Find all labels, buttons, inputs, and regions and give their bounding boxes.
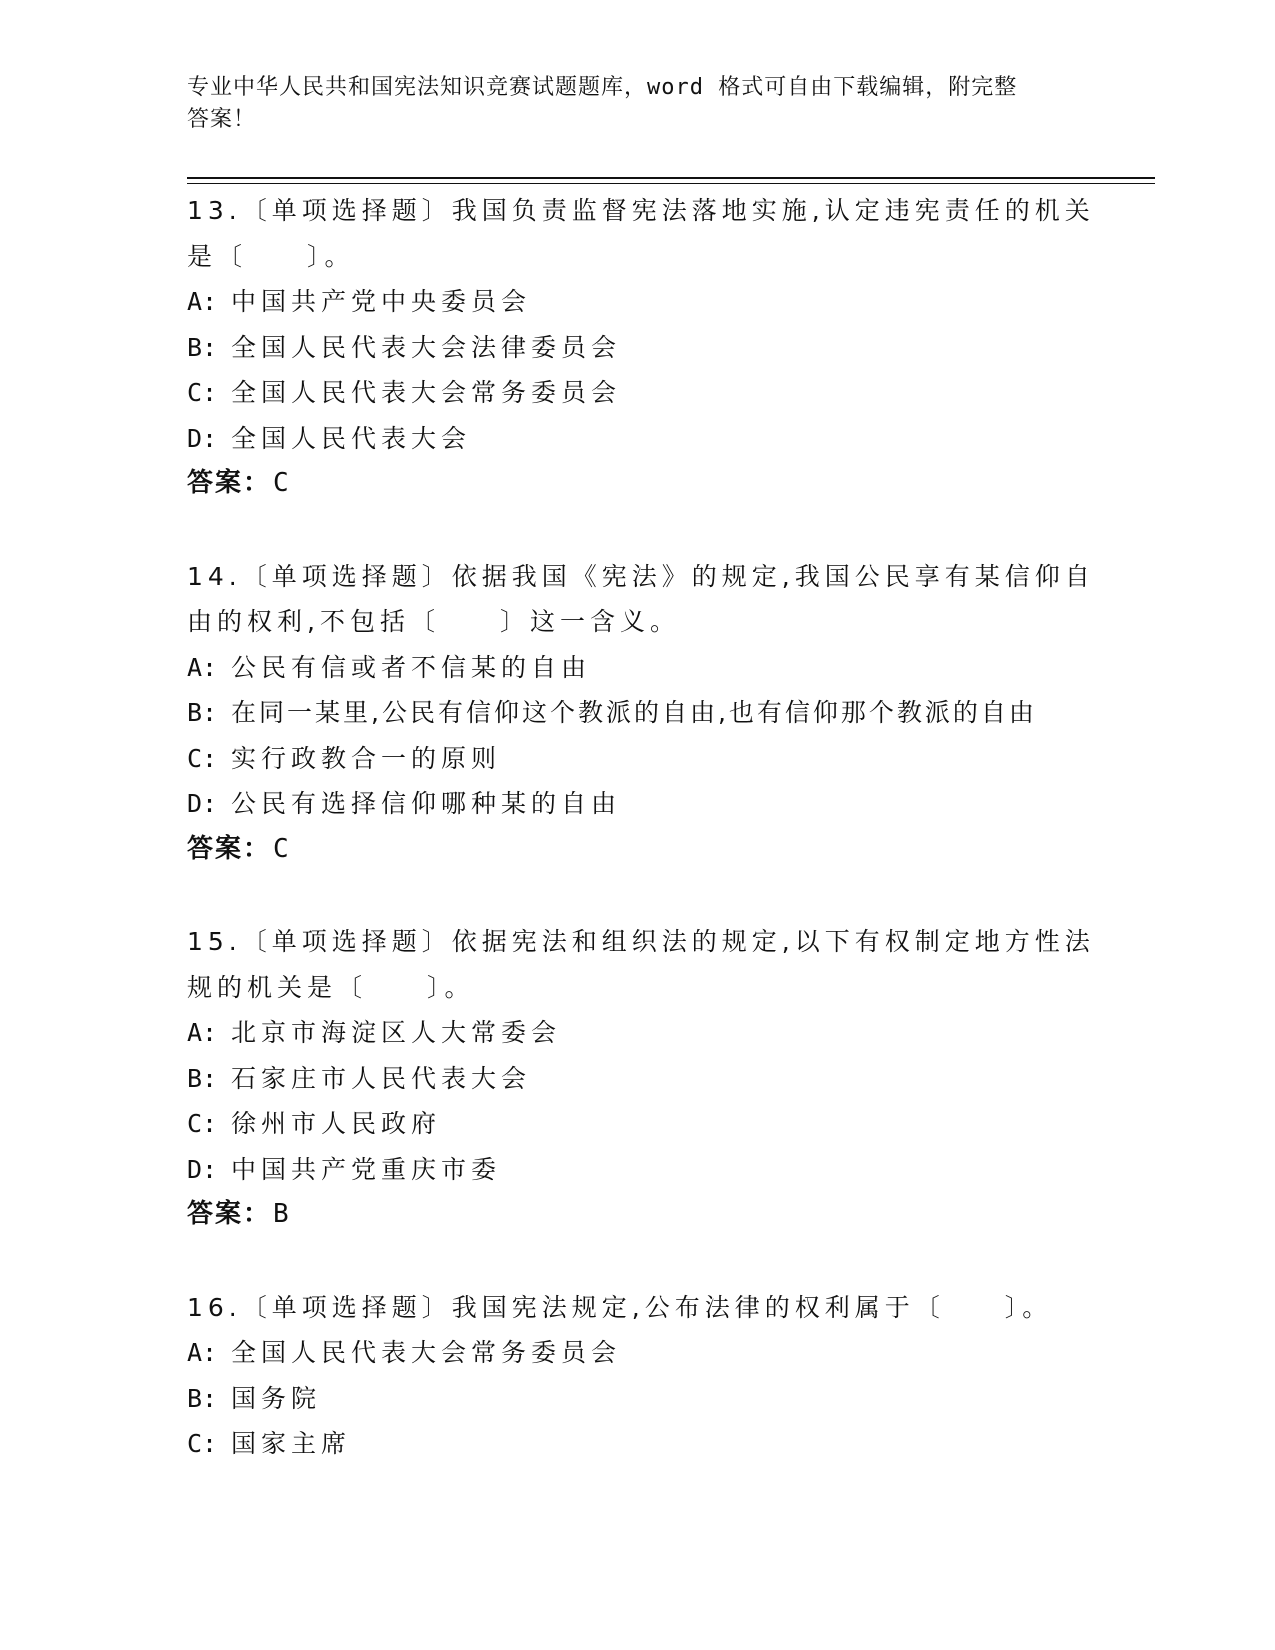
option-key: B: [187, 698, 218, 727]
answer-label: 答案： [187, 468, 272, 498]
option-text: 全国人民代表大会 [231, 423, 472, 453]
answer-value: B [273, 1199, 291, 1229]
answer [187, 827, 1087, 873]
option-b [187, 690, 1087, 736]
option-text: 公民有选择信仰哪种某的自由 [231, 789, 622, 818]
option-text: 石家庄市人民代表大会 [231, 1063, 532, 1093]
option-c [187, 1421, 1087, 1467]
option-b [187, 1056, 1087, 1102]
question-list [187, 188, 1095, 1514]
answer-value: C [273, 833, 291, 864]
option-text: 在同一某里,公民有信仰这个教派的自由,也有信仰那个教派的自由 [231, 698, 1037, 727]
answer-value: C [273, 468, 291, 498]
answer-label: 答案： [187, 1199, 272, 1229]
option-key: B: [187, 1383, 218, 1413]
header-divider-thick [187, 177, 1155, 179]
option-text: 全国人民代表大会法律委员会 [231, 332, 622, 362]
answer [187, 461, 1087, 507]
document-header [187, 72, 1067, 136]
answer-label: 答案： [187, 833, 272, 864]
header-line-2: 答案！ [187, 107, 257, 132]
question-14 [187, 554, 1095, 873]
question-16 [187, 1285, 1087, 1467]
option-key: C: [187, 1429, 218, 1458]
option-c [187, 736, 1087, 782]
header-line-1: 专业中华人民共和国宪法知识竞赛试题题库，word 格式可自由下载编辑，附完整 [187, 75, 1018, 100]
option-key: A: [187, 1338, 218, 1367]
option-key: B: [187, 332, 218, 362]
option-text: 全国人民代表大会常务委员会 [231, 1338, 622, 1367]
option-text: 中国共产党中央委员会 [231, 287, 532, 316]
header-divider-thin [187, 183, 1155, 184]
question-stem: 15.〔单项选择题〕依据宪法和组织法的规定,以下有权制定地方性法 [187, 927, 1095, 956]
option-b [187, 1376, 1087, 1422]
option-key: B: [187, 1063, 218, 1093]
option-text: 徐州市人民政府 [231, 1109, 442, 1138]
option-a [187, 279, 1087, 325]
option-key: D: [187, 1154, 218, 1184]
question-stem-continued: 规的机关是〔 〕。 [187, 972, 475, 1002]
option-text: 公民有信或者不信某的自由 [231, 652, 592, 682]
option-d [187, 781, 1087, 827]
option-d [187, 1147, 1087, 1193]
option-key: C: [187, 1109, 218, 1138]
option-a [187, 645, 1087, 691]
option-text: 实行政教合一的原则 [231, 743, 502, 773]
option-c [187, 370, 1087, 416]
question-stem-continued: 由的权利,不包括〔 〕这一含义。 [187, 607, 680, 636]
option-d [187, 416, 1087, 462]
option-key: A: [187, 287, 218, 316]
option-key: D: [187, 423, 218, 453]
question-stem-continued: 是〔 〕。 [187, 241, 355, 271]
question-stem: 13.〔单项选择题〕我国负责监督宪法落地实施,认定违宪责任的机关 [187, 196, 1095, 225]
option-text: 国务院 [231, 1383, 322, 1413]
question-13 [187, 188, 1095, 507]
question-15 [187, 919, 1095, 1238]
option-key: C: [187, 743, 218, 773]
option-text: 全国人民代表大会常务委员会 [231, 378, 622, 407]
option-b [187, 325, 1087, 371]
option-a [187, 1330, 1087, 1376]
question-stem: 16.〔单项选择题〕我国宪法规定,公布法律的权利属于〔 〕。 [187, 1292, 1053, 1322]
option-text: 中国共产党重庆市委 [231, 1154, 502, 1184]
option-key: C: [187, 378, 218, 407]
answer [187, 1192, 1087, 1238]
option-text: 国家主席 [231, 1429, 352, 1458]
option-c [187, 1101, 1087, 1147]
option-key: A: [187, 652, 218, 682]
option-key: A: [187, 1018, 218, 1047]
option-key: D: [187, 789, 218, 818]
option-a [187, 1010, 1087, 1056]
question-stem: 14.〔单项选择题〕依据我国《宪法》的规定,我国公民享有某信仰自 [187, 561, 1095, 591]
option-text: 北京市海淀区人大常委会 [231, 1018, 562, 1047]
